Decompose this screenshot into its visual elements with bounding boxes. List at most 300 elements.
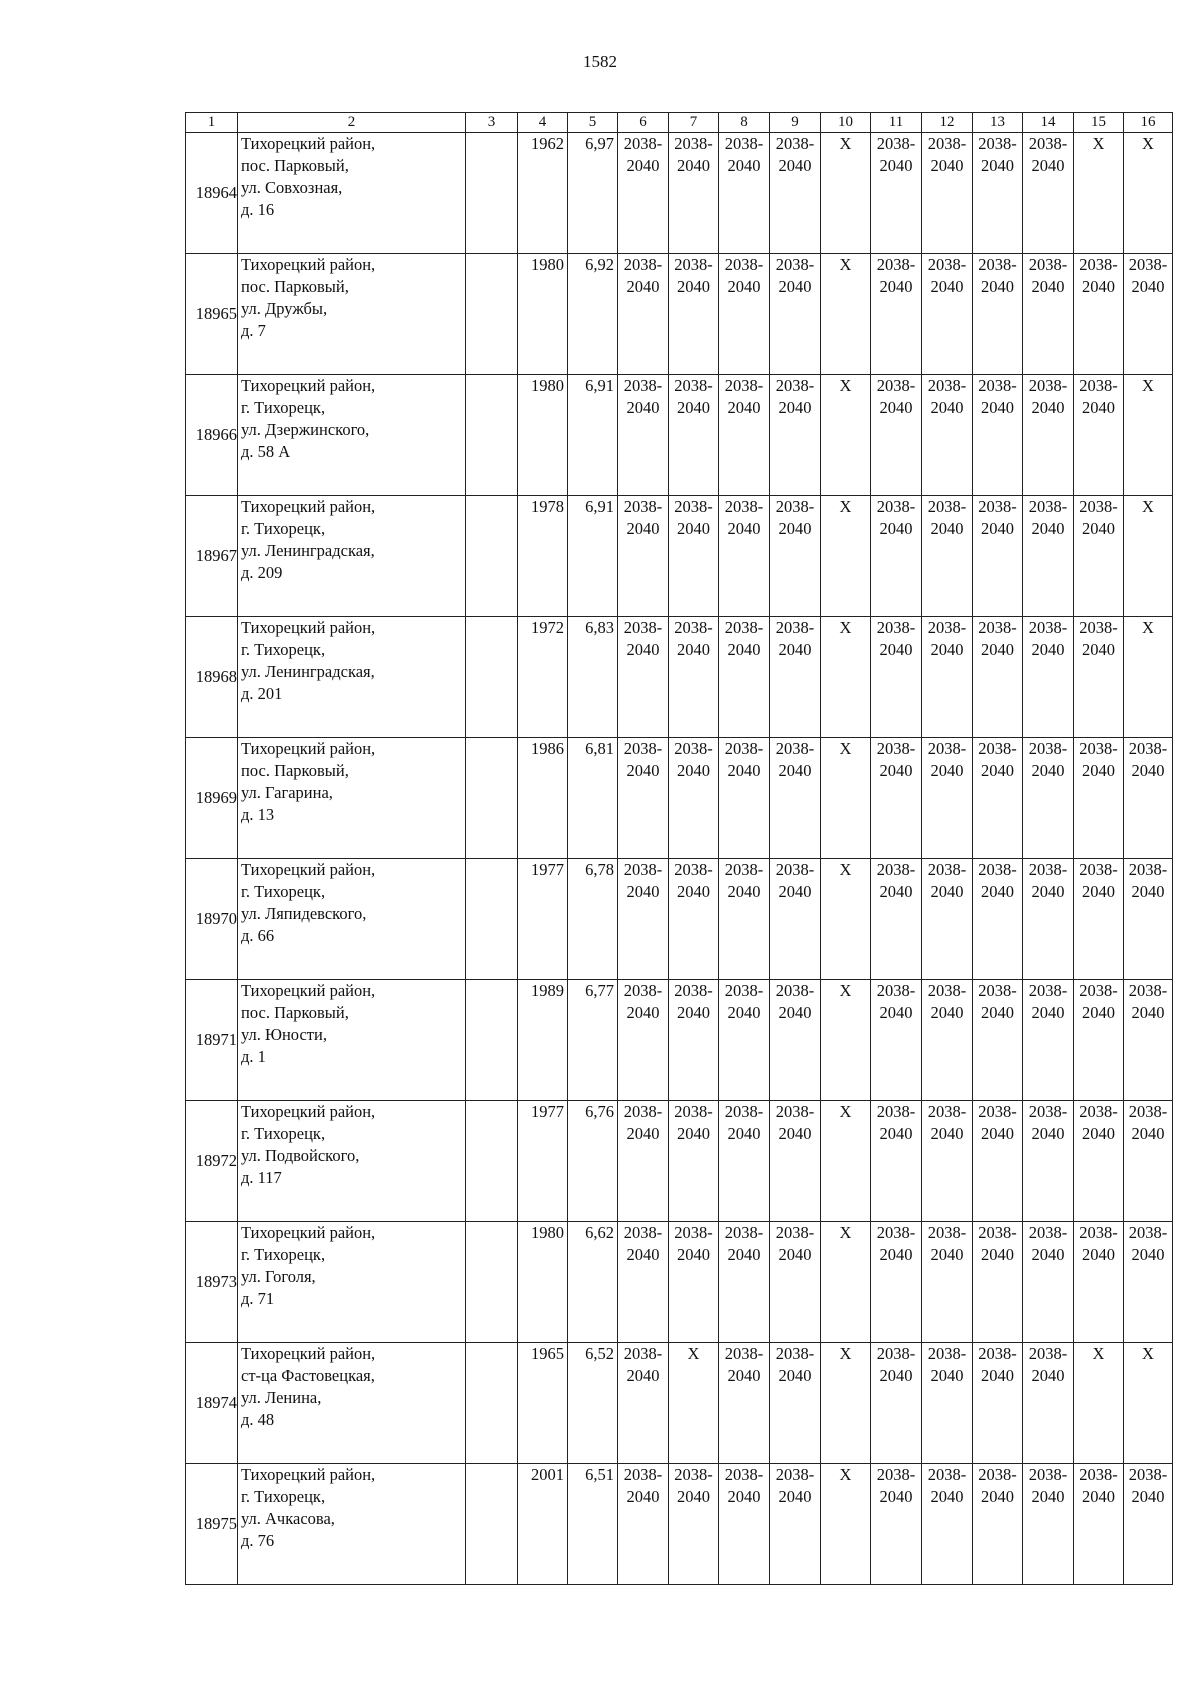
period-start: 2038- <box>623 739 663 758</box>
period-end: 2040 <box>981 1487 1014 1506</box>
period-end: 2040 <box>879 882 913 901</box>
period-end: 2040 <box>677 1245 710 1264</box>
period-end: 2040 <box>677 1487 710 1506</box>
row-id-cell: 18970 <box>186 859 238 980</box>
period-cell <box>1023 1464 1074 1585</box>
period-start: 2038- <box>978 739 1017 758</box>
not-applicable-cell: X <box>821 1343 871 1464</box>
period-start: 2038- <box>978 134 1017 153</box>
period-cell <box>719 859 770 980</box>
value-cell: 6,77 <box>568 980 618 1101</box>
period-end: 2040 <box>1031 1245 1065 1264</box>
period-cell <box>618 375 669 496</box>
address-line: г. Тихорецк, <box>241 519 326 538</box>
column-header: 2 <box>238 113 466 133</box>
period-end: 2040 <box>879 519 913 538</box>
column-header: 3 <box>466 113 518 133</box>
value-cell: 6,62 <box>568 1222 618 1343</box>
period-cell <box>871 617 922 738</box>
table-row <box>186 1464 1173 1585</box>
address-line: Тихорецкий район, <box>241 134 376 153</box>
address-line: д. 16 <box>241 200 275 219</box>
period-start: 2038- <box>978 1223 1017 1242</box>
period-start: 2038- <box>1028 497 1068 516</box>
period-end: 2040 <box>930 1366 964 1385</box>
period-start: 2038- <box>623 1223 663 1242</box>
period-end: 2040 <box>1082 1245 1115 1264</box>
period-cell <box>973 375 1023 496</box>
period-end: 2040 <box>626 277 660 296</box>
year-cell: 1965 <box>518 1343 568 1464</box>
period-end: 2040 <box>626 1003 660 1022</box>
row-id-cell: 18969 <box>186 738 238 859</box>
period-cell <box>1074 496 1124 617</box>
column-3-cell <box>466 254 518 375</box>
period-cell <box>770 133 821 254</box>
period-cell <box>669 980 719 1101</box>
year-cell: 1972 <box>518 617 568 738</box>
address-line: д. 58 А <box>241 442 291 461</box>
period-start: 2038- <box>674 1465 713 1484</box>
period-end: 2040 <box>981 1366 1014 1385</box>
period-cell <box>871 738 922 859</box>
period-end: 2040 <box>778 277 812 296</box>
period-start: 2038- <box>876 497 916 516</box>
address-line: ул. Подвойского, <box>241 1146 360 1165</box>
value-cell: 6,51 <box>568 1464 618 1585</box>
header-row <box>186 113 1173 133</box>
address-line: Тихорецкий район, <box>241 1465 376 1484</box>
row-id-cell: 18964 <box>186 133 238 254</box>
period-end: 2040 <box>727 1124 761 1143</box>
period-end: 2040 <box>677 519 710 538</box>
value-cell: 6,91 <box>568 496 618 617</box>
period-start: 2038- <box>978 255 1017 274</box>
period-start: 2038- <box>674 1102 713 1121</box>
period-start: 2038- <box>876 618 916 637</box>
year-cell: 1980 <box>518 1222 568 1343</box>
period-cell <box>1124 1222 1173 1343</box>
period-cell <box>922 1464 973 1585</box>
table-row <box>186 1101 1173 1222</box>
period-cell <box>922 859 973 980</box>
period-end: 2040 <box>778 882 812 901</box>
address-line: г. Тихорецк, <box>241 1245 326 1264</box>
period-start: 2038- <box>724 618 764 637</box>
period-end: 2040 <box>677 1124 710 1143</box>
period-cell <box>669 496 719 617</box>
period-end: 2040 <box>778 1366 812 1385</box>
period-end: 2040 <box>1031 1366 1065 1385</box>
period-start: 2038- <box>724 1102 764 1121</box>
address-cell <box>238 375 466 496</box>
address-line: пос. Парковый, <box>241 277 349 296</box>
period-end: 2040 <box>727 156 761 175</box>
period-end: 2040 <box>1131 1003 1165 1022</box>
period-start: 2038- <box>1028 1344 1068 1363</box>
value-cell: 6,52 <box>568 1343 618 1464</box>
not-applicable-cell: X <box>1074 1343 1124 1464</box>
not-applicable-cell: X <box>821 496 871 617</box>
period-end: 2040 <box>626 882 660 901</box>
address-line: ул. Юности, <box>241 1025 327 1044</box>
period-start: 2038- <box>674 618 713 637</box>
period-cell <box>1074 738 1124 859</box>
period-end: 2040 <box>879 1487 913 1506</box>
address-cell <box>238 738 466 859</box>
column-3-cell <box>466 133 518 254</box>
period-end: 2040 <box>1131 1487 1165 1506</box>
address-line: д. 13 <box>241 805 275 824</box>
period-end: 2040 <box>879 1245 913 1264</box>
column-header: 8 <box>719 113 770 133</box>
period-cell <box>922 980 973 1101</box>
period-cell <box>1023 617 1074 738</box>
period-end: 2040 <box>778 1245 812 1264</box>
period-end: 2040 <box>1131 882 1165 901</box>
period-cell <box>871 496 922 617</box>
year-cell: 1978 <box>518 496 568 617</box>
period-end: 2040 <box>677 156 710 175</box>
period-cell <box>973 133 1023 254</box>
period-start: 2038- <box>1028 376 1068 395</box>
row-id-cell: 18974 <box>186 1343 238 1464</box>
period-cell <box>922 375 973 496</box>
period-cell <box>973 617 1023 738</box>
period-end: 2040 <box>930 1003 964 1022</box>
period-start: 2038- <box>1079 1465 1118 1484</box>
period-cell <box>669 617 719 738</box>
period-start: 2038- <box>1128 981 1168 1000</box>
address-line: д. 48 <box>241 1410 275 1429</box>
period-start: 2038- <box>1028 1223 1068 1242</box>
column-header: 15 <box>1074 113 1124 133</box>
period-end: 2040 <box>1031 277 1065 296</box>
column-header: 11 <box>871 113 922 133</box>
period-start: 2038- <box>1128 860 1168 879</box>
column-header: 6 <box>618 113 669 133</box>
address-line: ул. Гагарина, <box>241 783 333 802</box>
period-cell <box>973 859 1023 980</box>
not-applicable-cell: X <box>821 859 871 980</box>
column-header: 7 <box>669 113 719 133</box>
not-applicable-cell: X <box>821 617 871 738</box>
period-end: 2040 <box>677 1003 710 1022</box>
period-end: 2040 <box>981 640 1014 659</box>
period-start: 2038- <box>724 497 764 516</box>
period-start: 2038- <box>927 134 967 153</box>
period-start: 2038- <box>623 376 663 395</box>
period-end: 2040 <box>1131 1245 1165 1264</box>
period-start: 2038- <box>927 981 967 1000</box>
period-end: 2040 <box>930 1245 964 1264</box>
period-end: 2040 <box>778 640 812 659</box>
period-cell <box>618 1343 669 1464</box>
column-3-cell <box>466 496 518 617</box>
not-applicable-cell: X <box>821 133 871 254</box>
period-start: 2038- <box>674 981 713 1000</box>
period-start: 2038- <box>724 860 764 879</box>
value-cell: 6,76 <box>568 1101 618 1222</box>
period-cell <box>770 1464 821 1585</box>
address-line: д. 117 <box>241 1168 282 1187</box>
period-cell <box>922 617 973 738</box>
address-line: д. 66 <box>241 926 275 945</box>
period-start: 2038- <box>1079 497 1118 516</box>
period-start: 2038- <box>1028 739 1068 758</box>
table-row <box>186 617 1173 738</box>
period-end: 2040 <box>981 277 1014 296</box>
column-3-cell <box>466 738 518 859</box>
period-cell <box>973 1343 1023 1464</box>
row-id-cell: 18965 <box>186 254 238 375</box>
period-start: 2038- <box>927 739 967 758</box>
period-start: 2038- <box>1028 860 1068 879</box>
period-start: 2038- <box>623 497 663 516</box>
period-start: 2038- <box>1128 1223 1168 1242</box>
row-id-cell: 18967 <box>186 496 238 617</box>
period-start: 2038- <box>674 1223 713 1242</box>
period-end: 2040 <box>879 1003 913 1022</box>
period-start: 2038- <box>1028 981 1068 1000</box>
period-cell <box>669 859 719 980</box>
period-start: 2038- <box>1128 739 1168 758</box>
not-applicable-cell: X <box>821 738 871 859</box>
period-start: 2038- <box>876 1344 916 1363</box>
period-end: 2040 <box>626 398 660 417</box>
column-header: 12 <box>922 113 973 133</box>
not-applicable-cell: X <box>821 1101 871 1222</box>
period-cell <box>973 980 1023 1101</box>
column-header: 13 <box>973 113 1023 133</box>
year-cell: 1986 <box>518 738 568 859</box>
address-line: г. Тихорецк, <box>241 882 326 901</box>
period-start: 2038- <box>978 1344 1017 1363</box>
address-line: ул. Ляпидевского, <box>241 904 367 923</box>
address-line: ул. Ленина, <box>241 1388 322 1407</box>
period-start: 2038- <box>775 376 815 395</box>
period-cell <box>871 980 922 1101</box>
period-cell <box>770 496 821 617</box>
period-start: 2038- <box>724 1465 764 1484</box>
period-end: 2040 <box>879 1366 913 1385</box>
period-cell <box>1023 133 1074 254</box>
period-end: 2040 <box>1031 640 1065 659</box>
period-start: 2038- <box>876 376 916 395</box>
period-end: 2040 <box>727 1003 761 1022</box>
value-cell: 6,78 <box>568 859 618 980</box>
period-start: 2038- <box>978 376 1017 395</box>
period-start: 2038- <box>775 618 815 637</box>
period-end: 2040 <box>626 1366 660 1385</box>
period-start: 2038- <box>1079 981 1118 1000</box>
period-end: 2040 <box>1082 277 1115 296</box>
period-cell <box>1074 617 1124 738</box>
column-header: 16 <box>1124 113 1173 133</box>
period-start: 2038- <box>1079 255 1118 274</box>
period-end: 2040 <box>626 156 660 175</box>
period-end: 2040 <box>778 1487 812 1506</box>
period-start: 2038- <box>1028 1465 1068 1484</box>
period-start: 2038- <box>978 1102 1017 1121</box>
period-start: 2038- <box>927 860 967 879</box>
column-3-cell <box>466 1222 518 1343</box>
period-end: 2040 <box>930 1487 964 1506</box>
column-header: 5 <box>568 113 618 133</box>
row-id-cell: 18968 <box>186 617 238 738</box>
column-header: 14 <box>1023 113 1074 133</box>
period-start: 2038- <box>674 497 713 516</box>
period-end: 2040 <box>930 1124 964 1143</box>
period-end: 2040 <box>778 1003 812 1022</box>
period-cell <box>1124 1101 1173 1222</box>
period-start: 2038- <box>978 981 1017 1000</box>
period-start: 2038- <box>1028 255 1068 274</box>
table-row <box>186 1222 1173 1343</box>
address-line: ул. Гоголя, <box>241 1267 316 1286</box>
period-cell <box>618 1101 669 1222</box>
period-cell <box>1124 254 1173 375</box>
period-end: 2040 <box>981 1124 1014 1143</box>
period-cell <box>669 254 719 375</box>
period-start: 2038- <box>978 497 1017 516</box>
value-cell: 6,97 <box>568 133 618 254</box>
period-start: 2038- <box>1028 618 1068 637</box>
period-start: 2038- <box>623 255 663 274</box>
period-cell <box>1023 738 1074 859</box>
address-line: Тихорецкий район, <box>241 376 376 395</box>
address-cell <box>238 859 466 980</box>
period-start: 2038- <box>1028 1102 1068 1121</box>
period-cell <box>1023 1222 1074 1343</box>
period-start: 2038- <box>927 376 967 395</box>
period-cell <box>618 980 669 1101</box>
period-cell <box>669 1222 719 1343</box>
period-cell <box>871 375 922 496</box>
period-start: 2038- <box>775 1344 815 1363</box>
year-cell: 1977 <box>518 859 568 980</box>
period-start: 2038- <box>775 860 815 879</box>
period-cell <box>719 254 770 375</box>
period-cell <box>922 496 973 617</box>
not-applicable-cell: X <box>821 1222 871 1343</box>
period-start: 2038- <box>775 1102 815 1121</box>
period-end: 2040 <box>727 519 761 538</box>
column-header: 9 <box>770 113 821 133</box>
address-cell <box>238 980 466 1101</box>
period-start: 2038- <box>1079 739 1118 758</box>
period-cell <box>669 1464 719 1585</box>
period-end: 2040 <box>981 882 1014 901</box>
period-end: 2040 <box>727 1366 761 1385</box>
period-start: 2038- <box>724 981 764 1000</box>
period-start: 2038- <box>876 1465 916 1484</box>
period-cell <box>922 738 973 859</box>
period-start: 2038- <box>876 1102 916 1121</box>
address-line: г. Тихорецк, <box>241 640 326 659</box>
period-cell <box>922 1101 973 1222</box>
period-start: 2038- <box>978 618 1017 637</box>
period-start: 2038- <box>724 1223 764 1242</box>
period-end: 2040 <box>930 398 964 417</box>
not-applicable-cell: X <box>1124 617 1173 738</box>
table-row <box>186 133 1173 254</box>
period-start: 2038- <box>623 134 663 153</box>
address-cell <box>238 133 466 254</box>
period-end: 2040 <box>981 519 1014 538</box>
not-applicable-cell: X <box>1124 375 1173 496</box>
period-start: 2038- <box>876 860 916 879</box>
period-cell <box>973 738 1023 859</box>
period-cell <box>1074 1101 1124 1222</box>
period-start: 2038- <box>876 739 916 758</box>
period-end: 2040 <box>727 1245 761 1264</box>
period-end: 2040 <box>1082 640 1115 659</box>
period-cell <box>618 1464 669 1585</box>
period-cell <box>618 496 669 617</box>
period-cell <box>618 738 669 859</box>
period-cell <box>770 1343 821 1464</box>
period-cell <box>770 859 821 980</box>
address-line: ул. Совхозная, <box>241 178 343 197</box>
period-end: 2040 <box>1082 761 1115 780</box>
period-start: 2038- <box>775 497 815 516</box>
period-cell <box>618 617 669 738</box>
period-cell <box>1023 375 1074 496</box>
period-start: 2038- <box>1128 255 1168 274</box>
period-cell <box>770 980 821 1101</box>
period-end: 2040 <box>626 640 660 659</box>
period-cell <box>1023 254 1074 375</box>
period-end: 2040 <box>1082 1003 1115 1022</box>
period-end: 2040 <box>626 1124 660 1143</box>
period-end: 2040 <box>1082 398 1115 417</box>
period-start: 2038- <box>1079 1223 1118 1242</box>
period-cell <box>871 1101 922 1222</box>
period-cell <box>1074 375 1124 496</box>
period-cell <box>871 859 922 980</box>
period-start: 2038- <box>775 739 815 758</box>
period-end: 2040 <box>981 1003 1014 1022</box>
period-cell <box>1074 980 1124 1101</box>
address-cell <box>238 496 466 617</box>
period-end: 2040 <box>677 882 710 901</box>
year-cell: 1977 <box>518 1101 568 1222</box>
value-cell: 6,81 <box>568 738 618 859</box>
period-end: 2040 <box>930 882 964 901</box>
address-line: пос. Парковый, <box>241 1003 349 1022</box>
address-line: Тихорецкий район, <box>241 618 376 637</box>
period-end: 2040 <box>930 156 964 175</box>
value-cell: 6,83 <box>568 617 618 738</box>
period-start: 2038- <box>927 1465 967 1484</box>
address-line: Тихорецкий район, <box>241 860 376 879</box>
period-start: 2038- <box>724 1344 764 1363</box>
period-start: 2038- <box>927 1223 967 1242</box>
row-id-cell: 18973 <box>186 1222 238 1343</box>
period-end: 2040 <box>930 519 964 538</box>
period-start: 2038- <box>876 255 916 274</box>
period-cell <box>719 133 770 254</box>
period-end: 2040 <box>626 1487 660 1506</box>
address-cell <box>238 1222 466 1343</box>
value-cell: 6,92 <box>568 254 618 375</box>
address-line: пос. Парковый, <box>241 156 349 175</box>
period-cell <box>719 617 770 738</box>
period-end: 2040 <box>879 640 913 659</box>
address-line: ул. Ленинградская, <box>241 541 375 560</box>
address-line: Тихорецкий район, <box>241 1344 376 1363</box>
